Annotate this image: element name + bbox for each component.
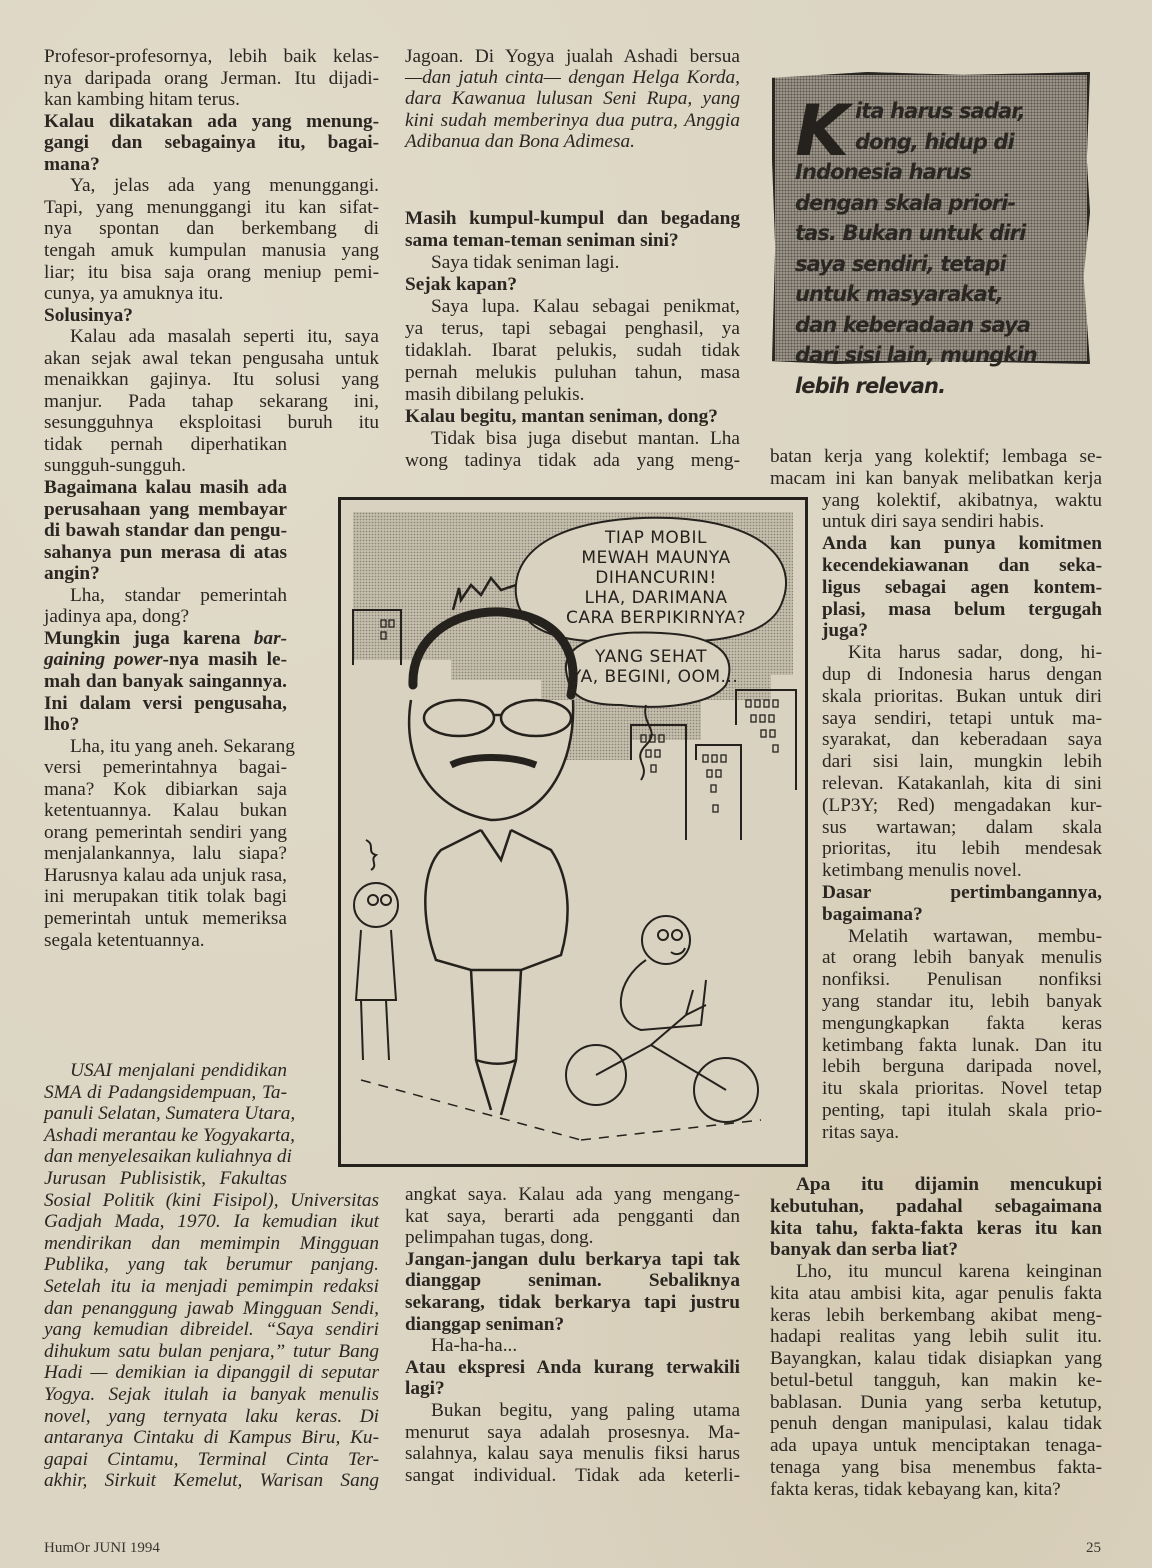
answer-line: menaikkan gajinya. Itu solusi yang bbox=[44, 369, 379, 391]
answer-line: (LP3Y; Red) mengadakan kur- bbox=[822, 794, 1102, 816]
bio-line: —dan jatuh cinta— dengan Helga Korda, bbox=[405, 67, 740, 88]
bio-line: Ashadi merantau ke Yogyakarta, bbox=[44, 1124, 295, 1146]
question-line: dianggap seniman? bbox=[405, 1313, 565, 1335]
bio-line: dan penanggung jawab Mingguan Sendi, bbox=[44, 1297, 379, 1319]
answer-line: ini merupakan titik tolak bagi bbox=[44, 886, 287, 908]
pull-quote-line: tas. Bukan untuk diri bbox=[795, 221, 1026, 245]
answer-line: hadapi realitas yang lebih sulit itu. bbox=[770, 1326, 1102, 1348]
bio-line: Adibanua dan Bona Adimesa. bbox=[405, 131, 635, 152]
answer-line: syarakat, dan keberadaan saya bbox=[822, 729, 1102, 751]
pull-quote-line: Indonesia harus bbox=[795, 160, 972, 184]
answer-line: tengah amuk kumpulan manusia yang bbox=[44, 239, 379, 261]
question-line: Mungkin juga karena bar- bbox=[44, 627, 287, 649]
question-line: sama teman-teman seniman sini? bbox=[405, 230, 679, 251]
speech-bubble-2-text bbox=[571, 647, 739, 687]
bio-line: Saya lupa. Kalau sebagai penikmat, bbox=[431, 296, 740, 317]
question-line: angin? bbox=[44, 563, 100, 585]
question-line: Masih kumpul-kumpul dan begadang bbox=[405, 208, 740, 229]
answer-line: cunya, ya amuknya itu. bbox=[44, 283, 224, 305]
page-number: 25 bbox=[1086, 1540, 1101, 1556]
question-line: mah dan banyak saingannya. bbox=[44, 670, 287, 692]
answer-line: tidak pernah diperhatikan bbox=[44, 433, 287, 455]
pull-quote-drop-cap: K bbox=[795, 90, 850, 172]
question-line: bagaimana? bbox=[822, 903, 923, 925]
answer-line: penuh dengan manipulasi, kalau tidak bbox=[770, 1413, 1102, 1435]
answer-line: dari sisi lain, mungkin lebih bbox=[822, 751, 1102, 773]
answer-line: macam ini kan banyak melibatkan kerja bbox=[770, 467, 1102, 489]
question-line: plasi, masa belum tergugah bbox=[822, 598, 1102, 620]
answer-line: liar; itu bisa saja orang meniup pemi- bbox=[44, 261, 379, 283]
question-line: Jangan-jangan dulu berkarya tapi tak bbox=[405, 1248, 740, 1270]
answer-line: saya sendiri, tetapi untuk ma- bbox=[822, 707, 1102, 729]
question-line: sahanya pun merasa di atas bbox=[44, 541, 287, 563]
kid-on-bicycle bbox=[566, 916, 758, 1122]
bio-line: Setelah itu ia menjadi pemimpin redaksi bbox=[44, 1276, 379, 1297]
question-line: kebutuhan, padahal sebagaimana bbox=[770, 1195, 1102, 1217]
question-line: juga? bbox=[822, 620, 869, 642]
answer-line: ketentuannya. Kalau bukan bbox=[44, 800, 287, 822]
bubble-line: YANG SEHAT bbox=[595, 647, 707, 667]
kid-standing bbox=[354, 840, 398, 1060]
question-line: mana? bbox=[44, 153, 100, 175]
answer-line: masih dibilang pelukis. bbox=[405, 384, 585, 405]
pull-quote-line: ita harus sadar, bbox=[855, 99, 1025, 123]
answer-line: menjalankannya, lalu siapa? bbox=[44, 843, 287, 865]
bio-line: Gadjah Mada, 1970. Ia kemudian ikut bbox=[44, 1211, 379, 1233]
pull-quote-line: saya sendiri, tetapi bbox=[795, 251, 1006, 276]
answer-line: pemerintah untuk memeriksa bbox=[44, 908, 287, 929]
bio-line: dan menyelesaikan kuliahnya di bbox=[44, 1146, 292, 1168]
bubble-line: CARA BERPIKIRNYA? bbox=[565, 608, 747, 628]
question-line: Apa itu dijamin mencukupi bbox=[796, 1174, 1102, 1195]
question-line: Atau ekspresi Anda kurang terwakili bbox=[405, 1356, 740, 1378]
answer-line: jadinya apa, dong? bbox=[44, 606, 190, 628]
answer-line: ya terus, tapi sebagai penghasil, ya bbox=[405, 318, 740, 339]
bio-line: yang kemudian dibreidel. “Saya sendiri bbox=[44, 1319, 379, 1341]
bio-line: kini sudah memberinya dua putra, Anggia bbox=[405, 110, 740, 131]
pull-quote-line: lebih relevan. bbox=[795, 373, 946, 398]
answer-line: batan kerja yang kolektif; lembaga se- bbox=[770, 446, 1102, 467]
answer-line: akan sejak awal tekan pengusaha untuk bbox=[44, 347, 379, 369]
question-line: Anda kan punya komitmen bbox=[822, 533, 1102, 555]
bio-line: mendirikan dan memimpin Mingguan bbox=[44, 1232, 379, 1254]
bio-line: Sosial Politik (kini Fisipol), Universitas bbox=[44, 1189, 379, 1211]
question-line: perusahaan yang membayar bbox=[44, 498, 287, 520]
bio-line: USAI menjalani pendidikan bbox=[70, 1060, 287, 1081]
bio-line: dara Kawanua lulusan Seni Rupa, yang bbox=[405, 88, 740, 109]
bio-line: dihukum satu bulan penjara,” tutur Bang bbox=[44, 1340, 379, 1362]
answer-line: versi pemerintahnya bagai- bbox=[44, 757, 287, 779]
bio-line: Tidak bisa juga disebut mantan. Lha bbox=[431, 428, 740, 449]
answer-line: sungguh-sungguh. bbox=[44, 455, 186, 477]
question-line: kita tahu, fakta-fakta keras itu kan bbox=[770, 1217, 1102, 1239]
bio-line: Jurusan Publisistik, Fakultas bbox=[44, 1168, 287, 1189]
answer-line: sangat individual. Tidak ada keterli- bbox=[405, 1464, 740, 1486]
question-line: Kalau begitu, mantan seniman, dong? bbox=[405, 406, 718, 427]
answer-line: prioritas, itu lebih mendesak bbox=[822, 838, 1102, 860]
answer-line: Kita harus sadar, dong, hi- bbox=[848, 642, 1102, 664]
bubble-line: YA, BEGINI, OOM... bbox=[571, 667, 739, 687]
answer-line: yang kolektif, akibatnya, waktu bbox=[822, 489, 1102, 511]
answer-line: menurut saya adalah prosesnya. Ma- bbox=[405, 1421, 740, 1443]
answer-line: sesungguhnya eksploitasi buruh itu bbox=[44, 412, 379, 434]
answer-line: Ya, jelas ada yang menunggangi. bbox=[70, 175, 379, 197]
answer-line: Harusnya kalau ada unjuk rasa, bbox=[44, 864, 287, 886]
bio-line: novel, yang ternyata laku keras. Di bbox=[44, 1405, 379, 1427]
answer-line: ritas saya. bbox=[822, 1121, 900, 1143]
bio-line: panuli Selatan, Sumatera Utara, bbox=[44, 1103, 296, 1125]
question-line: Kalau dikatakan ada yang menung- bbox=[44, 110, 379, 132]
answer-line: angkat saya. Kalau ada yang mengang- bbox=[405, 1184, 740, 1205]
bio-line: Yogya. Sejak itulah ia banyak menulis bbox=[44, 1384, 379, 1405]
answer-line: at orang lebih banyak menulis bbox=[822, 947, 1102, 969]
bio-line: antaranya Cintaku di Kampus Biru, Ku- bbox=[44, 1427, 379, 1449]
answer-line: bablasan. Dunia yang serba ketutup, bbox=[770, 1391, 1102, 1413]
answer-line: mana? Kok dibiarkan saja bbox=[44, 778, 287, 800]
answer-line: Ha-ha-ha... bbox=[431, 1335, 518, 1357]
pull-quote-line: dengan skala priori- bbox=[795, 190, 1016, 215]
answer-line: nya daripada orang Jerman. Itu dijadi- bbox=[44, 67, 379, 89]
answer-line: orang pemerintah sendiri yang bbox=[44, 821, 287, 843]
answer-line: kan kambing hitam terus. bbox=[44, 89, 240, 111]
answer-line: nonfiksi. Penulisan nonfiksi bbox=[822, 969, 1102, 991]
answer-line: wong tadinya tidak ada yang meng- bbox=[405, 450, 740, 471]
answer-line: tenaga yang bisa menembus fakta- bbox=[770, 1456, 1102, 1478]
answer-line: Lho, itu muncul karena keinginan bbox=[796, 1261, 1102, 1282]
question-line: Bagaimana kalau masih ada bbox=[44, 477, 287, 498]
answer-line: pernah melukis puluhan tahun, masa bbox=[405, 362, 740, 383]
answer-line: betul-betul tangguh, kan makin ke- bbox=[770, 1369, 1102, 1391]
question-line: lagi? bbox=[405, 1378, 445, 1400]
caricature-cartoon bbox=[338, 497, 808, 1167]
answer-line: nya spontan dan berkembang di bbox=[44, 218, 379, 240]
answer-line: Bukan begitu, yang paling utama bbox=[431, 1400, 740, 1421]
answer-line: keras lebih berkembang akibat meng- bbox=[770, 1304, 1102, 1326]
bubble-line: TIAP MOBIL bbox=[605, 528, 707, 548]
bio-line: Saya tidak seniman lagi. bbox=[431, 252, 620, 273]
question-line: Solusinya? bbox=[44, 304, 133, 326]
answer-line: sus wartawan; dalam skala bbox=[822, 816, 1102, 838]
answer-line: segala ketentuannya. bbox=[44, 929, 205, 951]
pull-quote-line: dari sisi lain, mungkin bbox=[795, 343, 1037, 367]
answer-line: tidaklah. Ibarat pelukis, sudah tidak bbox=[405, 340, 740, 361]
bio-line: akhir, Sirkuit Kemelut, Warisan Sang bbox=[44, 1470, 379, 1492]
answer-line: Bayangkan, kalau tidak disiapkan yang bbox=[770, 1348, 1102, 1369]
answer-line: dup di Indonesia harus dengan bbox=[822, 664, 1102, 685]
bio-line: Hadi — demikian ia dipanggil di seputar bbox=[44, 1362, 379, 1384]
answer-line: mengungkapkan fakta keras bbox=[822, 1012, 1102, 1034]
answer-line: untuk diri saya sendiri habis. bbox=[822, 511, 1045, 533]
answer-line: relevan. Katakanlah, kita di sini bbox=[822, 773, 1102, 794]
question-line: sekarang, tidak berkarya tapi justru bbox=[405, 1292, 740, 1313]
answer-line: Melatih wartawan, membu- bbox=[848, 925, 1102, 947]
answer-line: skala prioritas. Bukan untuk diri bbox=[822, 685, 1102, 707]
answer-line: salahnya, kalau saya menulis fiksi harus bbox=[405, 1443, 740, 1465]
answer-line: Profesor-profesornya, lebih baik kelas- bbox=[44, 46, 379, 67]
answer-line: Jagoan. Di Yogya jualah Ashadi bersua bbox=[405, 46, 740, 67]
answer-line: ketimbang menulis novel. bbox=[822, 860, 1022, 882]
bubble-line: DIHANCURIN! bbox=[595, 568, 717, 588]
pull-quote-line: untuk masyarakat, bbox=[795, 282, 1003, 306]
answer-line: Tapi, yang menunggangi itu kan sifat- bbox=[44, 196, 379, 218]
answer-line: ketimbang fakta lunak. Dan itu bbox=[822, 1034, 1102, 1056]
answer-line: pelimpahan tugas, dong. bbox=[405, 1227, 594, 1249]
question-line: Sejak kapan? bbox=[405, 274, 517, 295]
answer-line: itu skala prioritas. Novel tetap bbox=[822, 1078, 1102, 1100]
pull-quote-line: dan keberadaan saya bbox=[795, 312, 1031, 337]
answer-line: yang standar itu, lebih banyak bbox=[822, 991, 1102, 1012]
bio-line: Publika, yang tak berumur panjang. bbox=[44, 1254, 379, 1276]
footer-publication: HumOr JUNI 1994 bbox=[44, 1540, 160, 1556]
answer-line: Lha, itu yang aneh. Sekarang bbox=[70, 735, 295, 757]
question-line: ligus sebagai agen kontem- bbox=[822, 576, 1102, 598]
bio-line: gapai Cintamu, Terminal Cinta Ter- bbox=[44, 1448, 379, 1470]
question-line: Ini dalam versi pengusaha, bbox=[44, 692, 287, 714]
bio-line: SMA di Padangsidempuan, Ta- bbox=[44, 1081, 287, 1103]
speech-bubble-1-text bbox=[531, 528, 781, 628]
question-line: kecendekiawanan dan seka- bbox=[822, 555, 1102, 576]
question-line: dianggap seniman. Sebaliknya bbox=[405, 1270, 740, 1292]
question-line: gaining power-nya masih le- bbox=[44, 649, 288, 671]
question-line: Dasar pertimbangannya, bbox=[822, 882, 1102, 903]
answer-line: kat saya, berarti ada pengganti dan bbox=[405, 1205, 740, 1227]
pull-quote-line: dong, hidup di bbox=[855, 129, 1014, 154]
answer-line: lebih berguna daripada novel, bbox=[822, 1056, 1102, 1078]
question-line: gangi dan sebagainya itu, bagai- bbox=[44, 132, 379, 154]
answer-line: Lha, standar pemerintah bbox=[70, 584, 287, 606]
bubble-line: LHA, DARIMANA bbox=[584, 588, 728, 608]
answer-line: kita atau ambisi kita, agar penulis fakta bbox=[770, 1282, 1102, 1304]
question-line: di bawah standar dan pengu- bbox=[44, 520, 287, 542]
question-line: lho? bbox=[44, 714, 80, 736]
question-line: banyak dan serba liat? bbox=[770, 1239, 959, 1261]
answer-line: Kalau ada masalah seperti itu, saya bbox=[70, 326, 379, 348]
answer-line: fakta keras, tidak kebayang kan, kita? bbox=[770, 1478, 1061, 1500]
answer-line: manjur. Pada tahap sekarang ini, bbox=[44, 390, 379, 412]
bubble-line: MEWAH MAUNYA bbox=[581, 548, 731, 568]
answer-line: ada upaya untuk menciptakan tenaga- bbox=[770, 1435, 1102, 1456]
answer-line: penting, tapi itulah skala prio- bbox=[822, 1100, 1102, 1121]
